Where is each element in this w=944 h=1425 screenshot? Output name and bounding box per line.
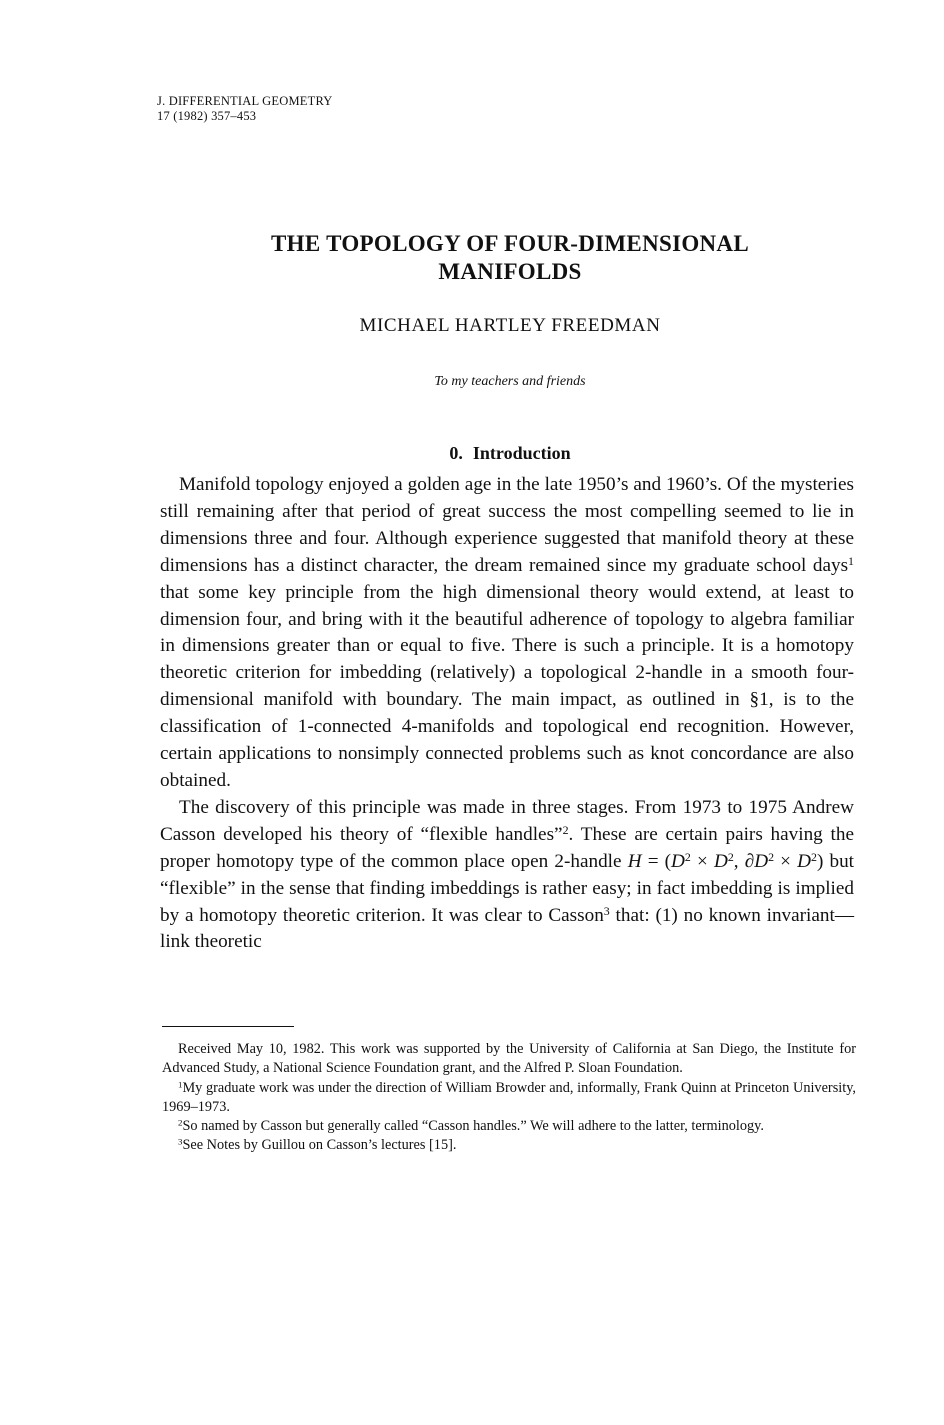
title-line-1: THE TOPOLOGY OF FOUR-DIMENSIONAL [271,231,749,256]
footnote-number: 3 [178,1137,183,1148]
journal-name: J. DIFFERENTIAL GEOMETRY [157,94,333,108]
paragraph [160,472,854,795]
footnote-ref: 3 [603,903,610,918]
math-formula: $H = (D^2 \times D^2$, $\partial D^2 \times D^2$) [627,849,824,872]
body-text [160,472,854,956]
footnotes [162,1040,856,1156]
received-note: Received May 10, 1982. This work was supported by the University of California at San Diego, the Institute for Advanced Study, a National Science Foundation grant, and the Alfred P. Sloan Foundation. [162,1041,856,1077]
paragraph [160,795,854,956]
dedication: To my teachers and friends [434,374,586,389]
footnote-3 [162,1136,856,1155]
section-heading [160,443,860,464]
footnote-ref: 1 [848,553,854,568]
footnote-divider [162,1026,294,1027]
paragraph-text: that some key principle from the high dimensional theory would extend, at least to dimension four, and bring with it the beautiful adherence of topology to algebra familiar in dimensions greater than or equal to five. There is such a principle. It is a homotopy theoretic criterion for imbedding (relatively) a topological 2-handle in a smooth four-dimensional manifold with boundary. The main impact, as outlined in §1, is to the classification of 1-connected 4-manifolds and topological end recognition. However, certain applications to nonsimply connected problems such as knot concordance are also obtained. [160,581,854,791]
footnote-2 [162,1117,856,1136]
section-number: 0. [449,443,463,463]
paragraph-text: that: (1) no known invariant—link theoretic [160,904,855,953]
footnote-1 [162,1079,856,1118]
section-title: Introduction [472,443,571,463]
footnote-text: My graduate work was under the direction of William Browder and, informally, Frank Quinn at Princeton University, 1969–1973. [162,1079,856,1115]
footnote-ref: 2 [562,822,569,837]
paragraph-text: Manifold topology enjoyed a golden age in the late 1950’s and 1960’s. Of the mysteries still remaining after that period of great success the most compelling seemed to lie in dimensions three and four. Although experience suggested that manifold theory at these dimensions has a distinct character, the dream remained since my graduate school days [160,474,854,576]
paragraph-text: . These are certain pairs having the proper homotopy type of the common place open 2-handle [160,823,854,872]
footnote-number: 1 [178,1079,183,1090]
footnote-text: See Notes by Guillou on Casson’s lectures [15]. [182,1137,457,1154]
journal-volume: 17 (1982) 357–453 [157,109,257,123]
footnote-number: 2 [178,1117,183,1128]
paragraph-text: but “flexible” in the sense that finding imbeddings is rather easy; in fact imbedding is implied by a homotopy theoretic criterion. It was clear to Casson [160,850,854,926]
paper-title [160,230,860,286]
title-line-2: MANIFOLDS [438,259,582,284]
paragraph-text: The discovery of this principle was made in three stages. From 1973 to 1975 Andrew Casson developed his theory of “flexible handles” [160,796,854,845]
footnote-text: So named by Casson but generally called “Casson handles.” We will adhere to the latter, terminology. [182,1118,764,1135]
author-name: MICHAEL HARTLEY FREEDMAN [359,315,661,336]
journal-header [157,94,333,124]
